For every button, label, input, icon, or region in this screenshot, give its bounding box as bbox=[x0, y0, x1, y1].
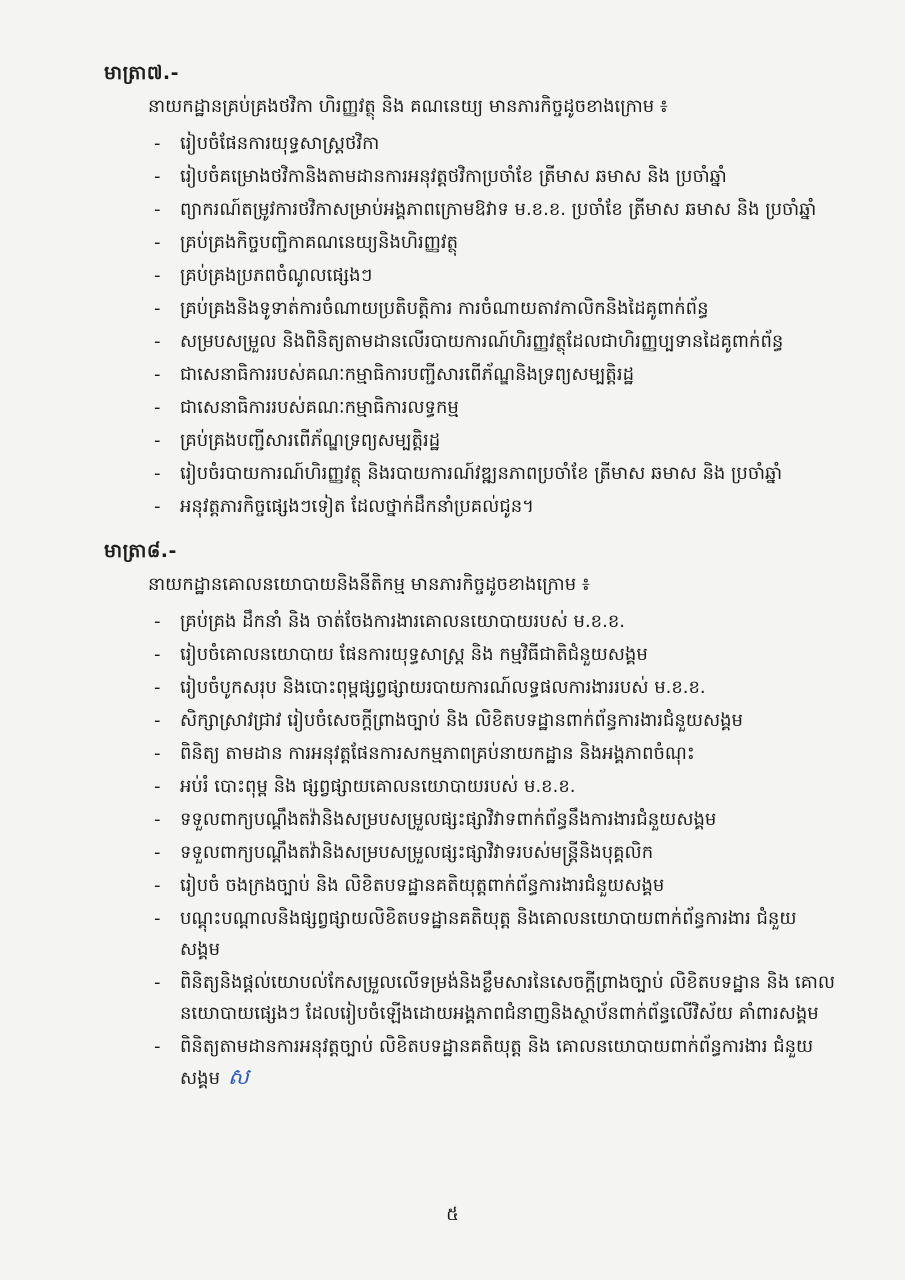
duty-text: អនុវត្តភារកិច្ចផ្សេងៗទៀត ដែលថ្នាក់ដឹកនាំប្រគល់ជូន។ bbox=[180, 496, 535, 517]
duty-text: គ្រប់គ្រងបញ្ជីសារពើភ័ណ្ឌទ្រព្យសម្បត្តិរដ្ឋ bbox=[180, 430, 441, 451]
duty-text: ព្យាករណ៍តម្រូវការថវិកាសម្រាប់អង្គភាពក្រោមឱវាទ ម.ខ.ខ. ប្រចាំខែ ត្រីមាស ឆមាស និង ប្រចាំឆ្នាំ bbox=[180, 199, 817, 220]
duty-text: ជាសេនាធិការរបស់គណៈកម្មាធិការលទ្ធកម្ម bbox=[180, 397, 459, 418]
duty-item bbox=[154, 1031, 835, 1094]
article-7-intro: នាយកដ្ឋានគ្រប់គ្រងថវិកា ហិរញ្ញវត្ថុ និង គណនេយ្យ មានភារកិច្ចដូចខាងក្រោម ៖ bbox=[148, 96, 668, 117]
dash-bullet: - bbox=[154, 710, 161, 731]
dash-bullet: - bbox=[154, 809, 161, 830]
duty-text: រៀបចំបូកសរុប និងបោះពុម្ពផ្សព្វផ្សាយរបាយការណ៍លទ្ធផលការងាររបស់ ម.ខ.ខ. bbox=[180, 677, 706, 698]
duty-text: គ្រប់គ្រងនិងទូទាត់ការចំណាយប្រតិបត្តិការ ការចំណាយតាវកាលិកនិងដៃគូពាក់ព័ន្ធ bbox=[180, 298, 709, 319]
duty-item bbox=[154, 326, 835, 357]
duty-item bbox=[154, 161, 835, 192]
dash-bullet: - bbox=[154, 298, 161, 319]
handwritten-initials: ស bbox=[228, 1065, 249, 1090]
dash-bullet: - bbox=[154, 265, 161, 286]
duty-item bbox=[154, 606, 835, 637]
duty-text: គ្រប់គ្រងកិច្ចបញ្ជិកាគណនេយ្យនិងហិរញ្ញវត្ថុ bbox=[180, 232, 458, 253]
dash-bullet: - bbox=[154, 397, 161, 418]
dash-bullet: - bbox=[154, 611, 161, 632]
duty-text: ពិនិត្យ តាមដាន ការអនុវត្តផែនការសកម្មភាពគ្រប់នាយកដ្ឋាន និងអង្គភាពចំណុះ bbox=[180, 743, 695, 764]
duty-text: រៀបចំផែនការយុទ្ធសាស្ត្រថវិកា bbox=[180, 133, 380, 154]
dash-bullet: - bbox=[154, 364, 161, 385]
duty-text: សិក្សាស្រាវជ្រាវ រៀបចំសេចក្តីព្រាងច្បាប់ និង លិខិតបទដ្ឋានពាក់ព័ន្ធការងារជំនួយសង្គម bbox=[180, 710, 743, 731]
dash-bullet: - bbox=[154, 463, 161, 484]
article-8-section bbox=[104, 536, 835, 1094]
page-number: ៥ bbox=[446, 1204, 459, 1225]
duty-item bbox=[154, 359, 835, 390]
duty-item bbox=[154, 967, 835, 1029]
duty-text: ទទួលពាក្យបណ្តឹងតវ៉ានិងសម្របសម្រួលផ្សះផ្សាវិវាទពាក់ព័ន្ធនឹងការងារជំនួយសង្គម bbox=[180, 809, 717, 830]
duty-item bbox=[154, 458, 835, 489]
duty-item bbox=[154, 227, 835, 258]
duty-item bbox=[154, 128, 835, 159]
duty-item bbox=[154, 804, 835, 835]
dash-bullet: - bbox=[154, 743, 161, 764]
duty-item bbox=[154, 293, 835, 324]
duty-item bbox=[154, 260, 835, 291]
duty-item bbox=[154, 837, 835, 868]
duty-item bbox=[154, 771, 835, 802]
duty-text: រៀបចំគម្រោងថវិកានិងតាមដានការអនុវត្តថវិកាប្រចាំខែ ត្រីមាស ឆមាស និង ប្រចាំឆ្នាំ bbox=[180, 166, 727, 187]
dash-bullet: - bbox=[154, 166, 161, 187]
duty-text: ទទួលពាក្យបណ្តឹងតវ៉ានិងសម្របសម្រួលផ្សះផ្សាវិវាទរបស់មន្ត្រីនិងបុគ្គលិក bbox=[180, 842, 654, 863]
dash-bullet: - bbox=[154, 1036, 161, 1057]
duty-item bbox=[154, 194, 835, 225]
duty-item bbox=[154, 903, 835, 965]
duty-item bbox=[154, 705, 835, 736]
duty-text: ជាសេនាធិការរបស់គណៈកម្មាធិការបញ្ជីសារពើភ័ណ្ឌនិងទ្រព្យសម្បត្តិរដ្ឋ bbox=[180, 364, 634, 385]
duty-item bbox=[154, 870, 835, 901]
dash-bullet: - bbox=[154, 496, 161, 517]
dash-bullet: - bbox=[154, 133, 161, 154]
dash-bullet: - bbox=[154, 875, 161, 896]
dash-bullet: - bbox=[154, 908, 161, 929]
dash-bullet: - bbox=[154, 776, 161, 797]
duty-item bbox=[154, 639, 835, 670]
dash-bullet: - bbox=[154, 842, 161, 863]
duty-item bbox=[154, 672, 835, 703]
duty-text: អប់រំ បោះពុម្ព និង ផ្សព្វផ្សាយគោលនយោបាយរបស់ ម.ខ.ខ. bbox=[180, 776, 576, 797]
duty-text: គ្រប់គ្រងប្រភពចំណូលផ្សេងៗ bbox=[180, 265, 373, 286]
duty-text: រៀបចំគោលនយោបាយ ផែនការយុទ្ធសាស្ត្រ និង កម្មវិធីជាតិជំនួយសង្គម bbox=[180, 644, 648, 665]
duty-item bbox=[154, 392, 835, 423]
article-7-section bbox=[104, 58, 835, 522]
dash-bullet: - bbox=[154, 972, 161, 993]
duty-text: បណ្តុះបណ្តាលនិងផ្សព្វផ្សាយលិខិតបទដ្ឋានគតិយុត្ត និងគោលនយោបាយពាក់ព័ន្ធការងារ ជំនួយសង្គម bbox=[180, 908, 797, 960]
duty-item bbox=[154, 738, 835, 769]
duty-item bbox=[154, 425, 835, 456]
dash-bullet: - bbox=[154, 644, 161, 665]
article-8-title: មាត្រា៨.- bbox=[104, 540, 177, 562]
duty-text: ពិនិត្យនិងផ្តល់យោបល់កែសម្រួលលើទម្រង់និងខ្លឹមសារនៃសេចក្តីព្រាងច្បាប់ លិខិតបទដ្ឋាន និង គោលនយោបាយផ្សេងៗ ដែលរៀបចំឡើងដោយអង្គភាពជំនាញនិងស្ថាប័នពាក់ព័ន្ធលើវិស័យ គាំពារសង្គម bbox=[180, 972, 835, 1024]
duty-text: រៀបចំ ចងក្រងច្បាប់ និង លិខិតបទដ្ឋានគតិយុត្តពាក់ព័ន្ធការងារជំនួយសង្គម bbox=[180, 875, 665, 896]
duty-text: ពិនិត្យតាមដានការអនុវត្តច្បាប់ លិខិតបទដ្ឋានគតិយុត្ត និង គោលនយោបាយពាក់ព័ន្ធការងារ ជំនួយសង្គម bbox=[180, 1036, 814, 1089]
article-7-duty-list bbox=[104, 128, 835, 522]
dash-bullet: - bbox=[154, 331, 161, 352]
duty-text: សម្របសម្រួល និងពិនិត្យតាមដានលើរបាយការណ៍ហិរញ្ញវត្ថុដែលជាហិរញ្ញប្បទានដៃគូពាក់ព័ន្ធ bbox=[180, 331, 784, 352]
duty-item bbox=[154, 491, 835, 522]
dash-bullet: - bbox=[154, 199, 161, 220]
duty-text: គ្រប់គ្រង ដឹកនាំ និង ចាត់ចែងការងារគោលនយោបាយរបស់ ម.ខ.ខ. bbox=[180, 611, 625, 632]
article-8-duty-list bbox=[104, 606, 835, 1094]
duty-text: រៀបចំរបាយការណ៍ហិរញ្ញវត្ថុ និងរបាយការណ៍វឌ្ឍនភាពប្រចាំខែ ត្រីមាស ឆមាស និង ប្រចាំឆ្នាំ bbox=[180, 463, 783, 484]
article-8-intro: នាយកដ្ឋានគោលនយោបាយនិងនីតិកម្ម មានភារកិច្ចដូចខាងក្រោម ៖ bbox=[148, 574, 590, 595]
dash-bullet: - bbox=[154, 232, 161, 253]
dash-bullet: - bbox=[154, 430, 161, 451]
article-7-title: មាត្រា៧.- bbox=[104, 62, 180, 84]
dash-bullet: - bbox=[154, 677, 161, 698]
